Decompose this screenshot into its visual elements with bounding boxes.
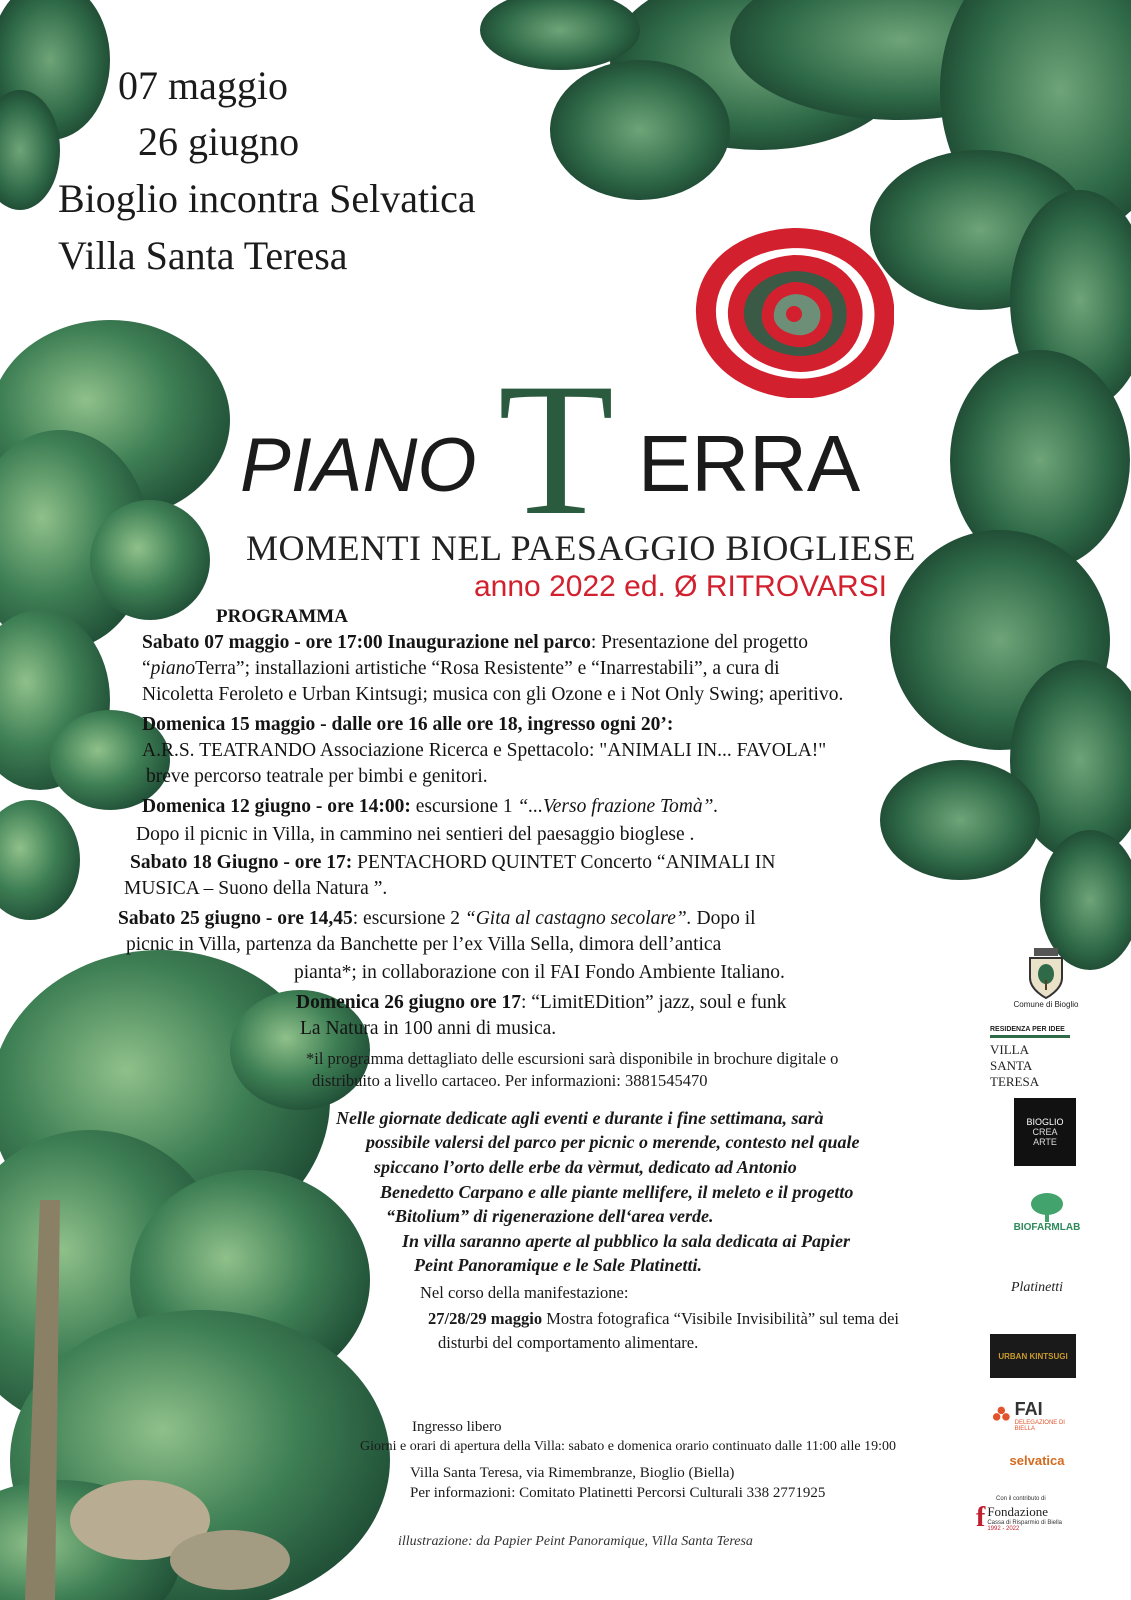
event-2-line-3: breve percorso teatrale per bimbi e genitori. xyxy=(146,766,488,787)
park-line-7: Peint Panoramique e le Sale Platinetti. xyxy=(414,1255,702,1275)
park-line-6: In villa saranno aperte al pubblico la sala dedicata ai Papier xyxy=(402,1231,851,1251)
bioglio-crea-arte-logo: BIOGLIO CREA ARTE xyxy=(1014,1098,1076,1166)
park-line-5: “Bitolium” di rigenerazione dell‘area verde. xyxy=(386,1206,714,1226)
event-subtitle: Bioglio incontra Selvatica xyxy=(58,176,476,221)
title-erra: ERRA xyxy=(638,419,861,508)
rose-logo-icon xyxy=(694,228,894,398)
selvatica-logo: selvatica xyxy=(1009,1452,1065,1468)
title-t: T xyxy=(498,345,615,555)
contact-info: Per informazioni: Comitato Platinetti Percorsi Culturali 338 2771925 xyxy=(410,1485,826,1501)
entry-info: Ingresso libero xyxy=(412,1419,502,1435)
event-3-line-1: Domenica 12 giugno - ore 14:00: escursione 1 “...Verso frazione Tomà”. xyxy=(142,796,719,817)
biofarmlab-logo: BIOFARMLAB xyxy=(1004,1184,1090,1240)
event-2-line-2: A.R.S. TEATRANDO Associazione Ricerca e Spettacolo: "ANIMALI IN... FAVOLA!" xyxy=(142,740,827,761)
edition-line: anno 2022 ed. Ø RITROVARSI xyxy=(474,570,887,603)
exhibit-line-2: disturbi del comportamento alimentare. xyxy=(438,1333,699,1352)
park-line-4: Benedetto Carpano e alle piante mellifere, il meleto e il progetto xyxy=(380,1182,854,1202)
event-1-desc: : Presentazione del progetto xyxy=(590,632,809,653)
event-2-line-1: Domenica 15 maggio - dalle ore 16 alle ore 18, ingresso ogni 20’: xyxy=(142,714,674,735)
event-5-line-1: Sabato 25 giugno - ore 14,45: escursione 2 “Gita al castagno secolare”. Dopo il xyxy=(118,908,756,929)
event-1-line-3: Nicoletta Feroleto e Urban Kintsugi; musica con gli Ozone e i Not Only Swing; aperitivo. xyxy=(142,684,844,705)
date-line-1: 07 maggio xyxy=(118,63,288,108)
venue-name: Villa Santa Teresa xyxy=(58,233,348,278)
event-3-line-2: Dopo il picnic in Villa, in cammino nei sentieri del paesaggio bioglese . xyxy=(136,824,695,845)
park-line-3: spiccano l’orto delle erbe da vèrmut, dedicato ad Antonio xyxy=(374,1157,797,1177)
comune-bioglio-logo: Comune di Bioglio xyxy=(1006,938,1086,1018)
program-heading: PROGRAMMA xyxy=(216,606,348,627)
fondazione-f-icon: f xyxy=(976,1502,986,1533)
event-5-line-3: pianta*; in collaborazione con il FAI Fondo Ambiente Italiano. xyxy=(294,962,785,983)
program-note-2: distribuito a livello cartaceo. Per informazioni: 3881545470 xyxy=(312,1071,708,1090)
event-5-line-2: picnic in Villa, partenza da Banchette per l’ex Villa Sella, dimora dell’antica xyxy=(126,934,722,955)
fai-flower-icon xyxy=(992,1405,1011,1425)
exhibit-intro: Nel corso della manifestazione: xyxy=(420,1283,629,1302)
address: Villa Santa Teresa, via Rimembranze, Bioglio (Biella) xyxy=(410,1465,735,1481)
illustration-credit: illustrazione: da Papier Peint Panoramique, Villa Santa Teresa xyxy=(398,1534,753,1549)
villa-santa-teresa-logo: RESIDENZA PER IDEE VILLA SANTA TERESA xyxy=(990,1026,1080,1090)
fondazione-crb-logo: Con il contributo di f Fondazione Cassa di Risparmio di Biella 1992 - 2022 xyxy=(976,1496,1063,1533)
event-1-title: Sabato 07 maggio - ore 17:00 Inaugurazione nel parco xyxy=(142,632,591,653)
tree-icon xyxy=(1029,1192,1065,1222)
urban-kintsugi-logo: URBAN KINTSUGI xyxy=(990,1334,1076,1378)
event-4-line-2: MUSICA – Suono della Natura ”. xyxy=(124,878,388,899)
fai-logo: FAI DELEGAZIONE DI BIELLA xyxy=(992,1394,1082,1436)
opening-hours: Giorni e orari di apertura della Villa: sabato e domenica orario continuato dalle 11:00 alle 19:00 xyxy=(360,1439,897,1454)
event-1-line-1 xyxy=(142,630,808,656)
event-6-line-2: La Natura in 100 anni di musica. xyxy=(300,1018,557,1039)
coat-of-arms-icon xyxy=(1026,948,1066,1000)
date-line-2: 26 giugno xyxy=(138,119,300,164)
park-line-2: possibile valersi del parco per picnic o merende, contesto nel quale xyxy=(366,1132,860,1152)
exhibit-line-1: 27/28/29 maggio Mostra fotografica “Visibile Invisibilità” sul tema dei xyxy=(428,1309,899,1328)
title-piano: PIANO xyxy=(240,423,477,508)
event-4-line-1: Sabato 18 Giugno - ore 17: PENTACHORD QUINTET Concerto “ANIMALI IN xyxy=(130,852,776,873)
park-line-1: Nelle giornate dedicate agli eventi e durante i fine settimana, sarà xyxy=(336,1108,824,1128)
title-subtitle: MOMENTI NEL PAESAGGIO BIOGLIESE xyxy=(246,528,916,568)
event-6-line-1: Domenica 26 giugno ore 17: “LimitEDition” jazz, soul e funk xyxy=(296,992,787,1013)
platinetti-logo: Platinetti xyxy=(1010,1280,1064,1295)
event-1-line-2: “pianoTerra”; installazioni artistiche “Rosa Resistente” e “Inarrestabili”, a cura di xyxy=(142,658,780,679)
program-note-1: *il programma dettagliato delle escursioni sarà disponibile in brochure digitale o xyxy=(306,1049,839,1068)
